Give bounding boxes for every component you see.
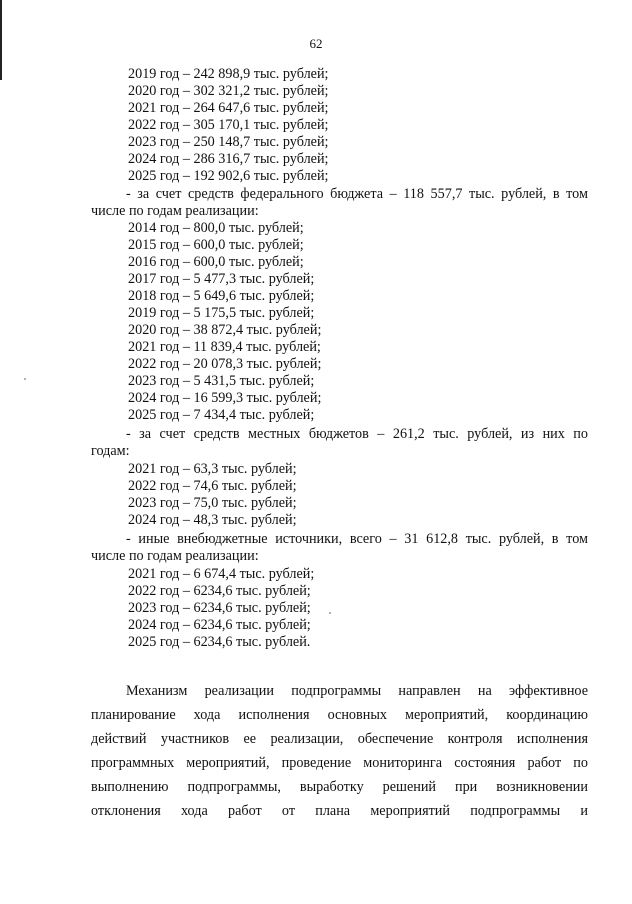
funding-line: 2023 год – 250 148,7 тыс. рублей; bbox=[128, 134, 329, 150]
federal-budget-continuation: числе по годам реализации: bbox=[91, 203, 259, 219]
funding-line: 2020 год – 38 872,4 тыс. рублей; bbox=[128, 322, 322, 338]
funding-line: 2018 год – 5 649,6 тыс. рублей; bbox=[128, 288, 315, 304]
funding-line: 2022 год – 6234,6 тыс. рублей; bbox=[128, 583, 311, 599]
funding-line: 2024 год – 16 599,3 тыс. рублей; bbox=[128, 390, 322, 406]
funding-line: 2019 год – 5 175,5 тыс. рублей; bbox=[128, 305, 315, 321]
other-sources-line: - иные внебюджетные источники, всего – 31 612,8 тыс. рублей, в том bbox=[126, 531, 588, 547]
funding-line: 2019 год – 242 898,9 тыс. рублей; bbox=[128, 66, 329, 82]
funding-line: 2024 год – 48,3 тыс. рублей; bbox=[128, 512, 297, 528]
funding-line: 2025 год – 192 902,6 тыс. рублей; bbox=[128, 168, 329, 184]
funding-line: 2021 год – 63,3 тыс. рублей; bbox=[128, 461, 297, 477]
mechanism-paragraph-line: отклонения хода работ от плана мероприятий подпрограммы и bbox=[91, 803, 588, 819]
scan-speck bbox=[329, 612, 331, 614]
local-budget-line: - за счет средств местных бюджетов – 261,2 тыс. рублей, из них по bbox=[126, 426, 588, 442]
local-budget-continuation: годам: bbox=[91, 443, 130, 459]
mechanism-paragraph-line: Механизм реализации подпрограммы направлен на эффективное bbox=[126, 683, 588, 699]
funding-line: 2022 год – 74,6 тыс. рублей; bbox=[128, 478, 297, 494]
mechanism-paragraph-line: планирование хода исполнения основных мероприятий, координацию bbox=[91, 707, 588, 723]
funding-line: 2021 год – 264 647,6 тыс. рублей; bbox=[128, 100, 329, 116]
funding-line: 2024 год – 286 316,7 тыс. рублей; bbox=[128, 151, 329, 167]
funding-line: 2014 год – 800,0 тыс. рублей; bbox=[128, 220, 304, 236]
federal-budget-line: - за счет средств федерального бюджета – 118 557,7 тыс. рублей, в том bbox=[126, 186, 588, 202]
funding-line: 2024 год – 6234,6 тыс. рублей; bbox=[128, 617, 311, 633]
funding-line: 2015 год – 600,0 тыс. рублей; bbox=[128, 237, 304, 253]
mechanism-paragraph-line: выполнению подпрограммы, выработку решений при возникновении bbox=[91, 779, 588, 795]
funding-line: 2023 год – 6234,6 тыс. рублей; bbox=[128, 600, 311, 616]
funding-line: 2021 год – 11 839,4 тыс. рублей; bbox=[128, 339, 321, 355]
funding-line: 2022 год – 20 078,3 тыс. рублей; bbox=[128, 356, 322, 372]
funding-line: 2021 год – 6 674,4 тыс. рублей; bbox=[128, 566, 315, 582]
funding-line: 2016 год – 600,0 тыс. рублей; bbox=[128, 254, 304, 270]
funding-line: 2017 год – 5 477,3 тыс. рублей; bbox=[128, 271, 315, 287]
mechanism-paragraph-line: действий участников ее реализации, обеспечение контроля исполнения bbox=[91, 731, 588, 747]
other-sources-continuation: числе по годам реализации: bbox=[91, 548, 259, 564]
funding-line: 2020 год – 302 321,2 тыс. рублей; bbox=[128, 83, 329, 99]
funding-line: 2023 год – 5 431,5 тыс. рублей; bbox=[128, 373, 315, 389]
funding-line: 2025 год – 6234,6 тыс. рублей. bbox=[128, 634, 311, 650]
scan-speck bbox=[24, 378, 26, 380]
page-number: 62 bbox=[309, 36, 323, 51]
funding-line: 2023 год – 75,0 тыс. рублей; bbox=[128, 495, 297, 511]
funding-line: 2025 год – 7 434,4 тыс. рублей; bbox=[128, 407, 315, 423]
mechanism-paragraph-line: программных мероприятий, проведение мониторинга состояния работ по bbox=[91, 755, 588, 771]
funding-line: 2022 год – 305 170,1 тыс. рублей; bbox=[128, 117, 329, 133]
